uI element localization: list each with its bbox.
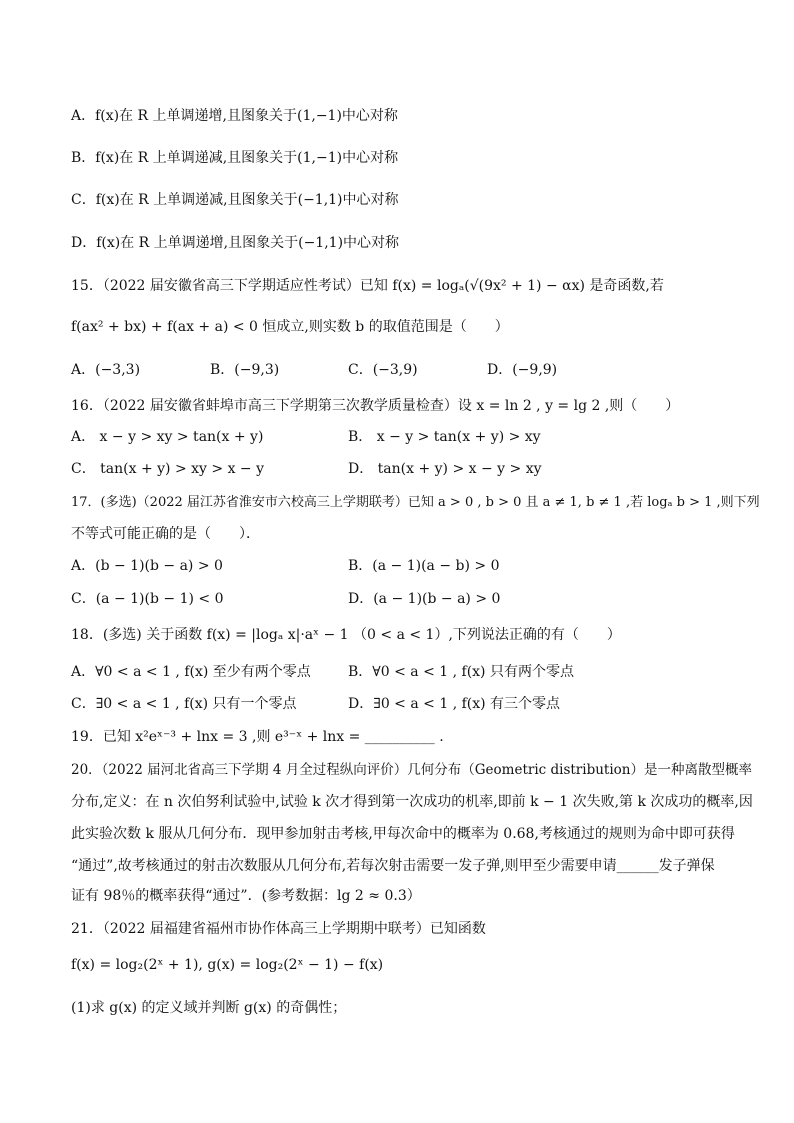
q20-line3: 此实验次数 k 服从几何分布．现甲参加射击考核,甲每次命中的概率为 0.68,考核通过的规则为命中即可获得: [71, 826, 735, 842]
q18-stem: 18．(多选) 关于函数 f(x) = |logₐ x|·aˣ − 1 （0 < a < 1）,下列说法正确的有（ ）: [71, 627, 621, 643]
q18-option-d: D．∃0 < a < 1 , f(x) 有三个零点: [348, 696, 561, 712]
q15-option-d: D．(−9,9): [487, 362, 558, 378]
q21-formula: f(x) = log₂(2ˣ + 1), g(x) = log₂(2ˣ − 1) − f(x): [71, 957, 384, 973]
q18-option-b: B．∀0 < a < 1 , f(x) 只有两个零点: [348, 664, 574, 680]
q17-option-b: B．(a − 1)(a − b) > 0: [348, 558, 500, 574]
q20-line1: 20．（2022 届河北省高三下学期 4 月全过程纵向评价）几何分布（Geometric distribution）是一种离散型概率: [71, 762, 752, 778]
q20-line4: “通过”,故考核通过的射击次数服从几何分布,若每次射击需要一发子弹,则甲至少需要申请______发子弹保: [71, 858, 715, 874]
q15-option-b: B．(−9,3): [210, 362, 280, 378]
q16-option-c: C． tan(x + y) > xy > x − y: [71, 461, 265, 477]
q15-option-c: C．(−3,9): [348, 362, 418, 378]
q17-stem-line2: 不等式可能正确的是（ ）．: [71, 526, 260, 542]
q17-option-d: D．(a − 1)(b − a) > 0: [348, 591, 501, 607]
q14-option-d: D．f(x)在 R 上单调递增,且图象关于(−1,1)中心对称: [71, 235, 400, 251]
q21-part1: (1)求 g(x) 的定义域并判断 g(x) 的奇偶性；: [71, 1000, 347, 1016]
q14-option-a: A．f(x)在 R 上单调递增,且图象关于(1,−1)中心对称: [71, 108, 398, 124]
q15-option-a: A．(−3,3): [71, 362, 141, 378]
q17-option-a: A．(b − 1)(b − a) > 0: [71, 558, 223, 574]
q14-option-c: C．f(x)在 R 上单调递减,且图象关于(−1,1)中心对称: [71, 192, 399, 208]
q20-line5: 证有 98％的概率获得“通过”．(参考数据：lg 2 ≈ 0.3）: [71, 888, 421, 904]
q17-stem-line1: 17．(多选)（2022 届江苏省淮安市六校高三上学期联考）已知 a > 0 , b > 0 且 a ≠ 1, b ≠ 1 ,若 logₐ b > 1 ,则下列: [71, 495, 760, 510]
q16-option-b: B． x − y > tan(x + y) > xy: [348, 429, 541, 445]
q21-stem: 21．（2022 届福建省福州市协作体高三上学期期中联考）已知函数: [71, 921, 486, 937]
q16-option-a: A． x − y > xy > tan(x + y): [71, 429, 264, 445]
q14-option-b: B．f(x)在 R 上单调递减,且图象关于(1,−1)中心对称: [71, 150, 399, 166]
q16-option-d: D． tan(x + y) > x − y > xy: [348, 461, 542, 477]
q18-option-a: A．∀0 < a < 1 , f(x) 至少有两个零点: [71, 664, 311, 680]
q20-line2: 分布,定义：在 n 次伯努利试验中,试验 k 次才得到第一次成功的机率,即前 k − 1 次失败,第 k 次成功的概率,因: [71, 794, 753, 810]
q18-option-c: C．∃0 < a < 1 , f(x) 只有一个零点: [71, 696, 297, 712]
q16-stem: 16．（2022 届安徽省蚌埠市高三下学期第三次教学质量检查）设 x = ln 2 , y = lg 2 ,则（ ）: [71, 398, 680, 414]
q19-stem: 19．已知 x²eˣ⁻³ + lnx = 3 ,则 e³⁻ˣ + lnx = __________ .: [71, 729, 444, 745]
q17-option-c: C．(a − 1)(b − 1) < 0: [71, 591, 224, 607]
q15-stem-line2: f(ax² + bx) + f(ax + a) < 0 恒成立,则实数 b 的取值范围是（ ）: [71, 319, 509, 335]
q15-stem-line1: 15．（2022 届安徽省高三下学期适应性考试）已知 f(x) = logₐ(√(9x² + 1) − αx) 是奇函数,若: [71, 278, 664, 294]
